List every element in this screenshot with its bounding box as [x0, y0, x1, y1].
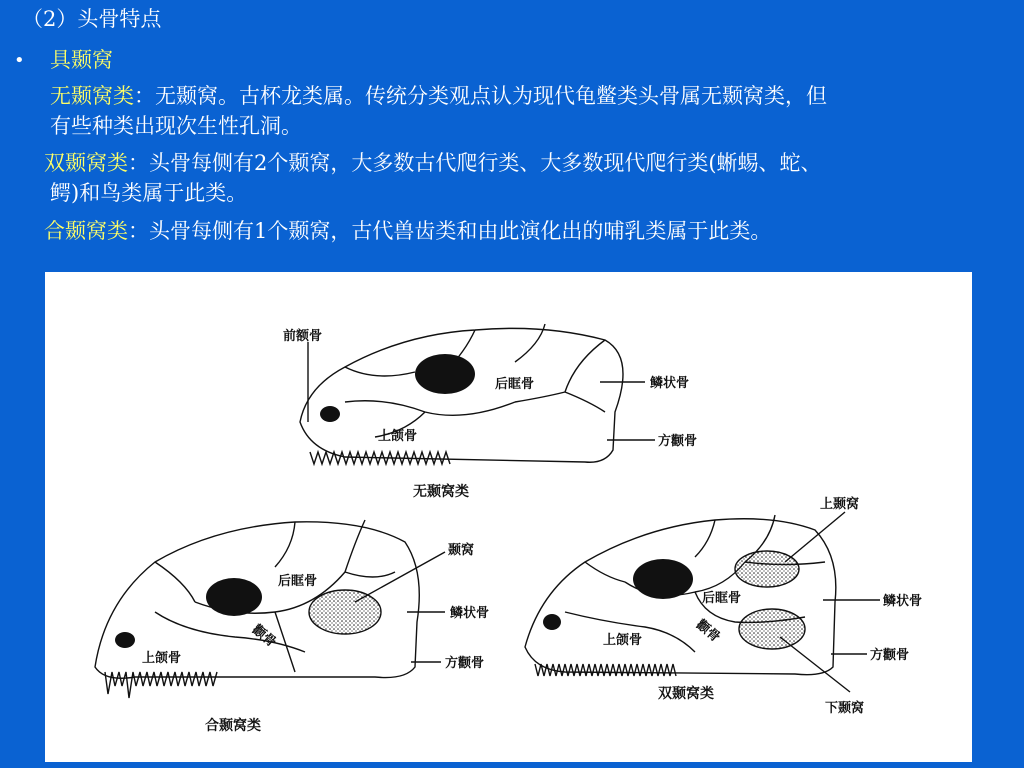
bullet-heading: 具颞窝: [50, 48, 113, 72]
label-squamosal-left: 鳞状骨: [450, 606, 490, 621]
synapsid-colon: ：: [128, 219, 149, 243]
synapsid-line1: [44, 216, 771, 246]
label-lower-fossa: 下颞窝: [825, 701, 865, 716]
anapsid-term: 无颞窝类: [50, 84, 134, 108]
synapsid-skull: [95, 520, 489, 734]
label-prefrontal: 前额骨: [283, 329, 323, 344]
diapsid-colon: ：: [128, 151, 149, 175]
synapsid-nostril: [115, 632, 135, 648]
skull-diagram: [45, 272, 972, 762]
diapsid-nostril: [543, 614, 561, 630]
label-jugal-right: 颧骨: [693, 617, 723, 646]
synapsid-orbit: [206, 578, 262, 616]
anapsid-text1: 无颞窝。古杯龙类属。传统分类观点认为现代龟鳖类头骨属无颞窝类，但: [155, 84, 827, 108]
synapsid-text1: 头骨每侧有1个颞窝，古代兽齿类和由此演化出的哺乳类属于此类。: [149, 219, 772, 243]
diapsid-line1: [44, 148, 822, 178]
diapsid-upper-fossa: [735, 551, 799, 587]
synapsid-term: 合颞窝类: [44, 219, 128, 243]
anapsid-orbit: [415, 354, 475, 394]
label-jugal-left: 颧骨: [249, 622, 279, 651]
bullet-marker: •: [14, 50, 25, 71]
label-temporal-fossa: 颞窝: [448, 543, 475, 558]
diapsid-orbit: [633, 559, 693, 599]
caption-synapsid: 合颞窝类: [205, 718, 261, 734]
label-quadratojugal-right: 方颧骨: [870, 648, 910, 663]
label-squamosal-right: 鳞状骨: [883, 594, 923, 609]
label-maxilla-left: 上颌骨: [142, 651, 182, 666]
diapsid-text1: 头骨每侧有2个颞窝，大多数古代爬行类、大多数现代爬行类(蜥蜴、蛇、: [149, 151, 822, 175]
anapsid-line2: 有些种类出现次生性孔洞。: [50, 114, 302, 138]
label-upper-fossa: 上颞窝: [820, 497, 860, 512]
label-postorbital-right: 后眶骨: [702, 591, 742, 606]
diapsid-lower-fossa: [739, 609, 805, 649]
anapsid-line1: [50, 81, 827, 111]
anapsid-skull: [283, 324, 697, 500]
label-maxilla-right: 上颌骨: [603, 633, 643, 648]
anapsid-nostril: [320, 406, 340, 422]
diapsid-skull: [525, 496, 922, 716]
section-title: （2）头骨特点: [22, 7, 162, 31]
diapsid-term: 双颞窝类: [44, 151, 128, 175]
label-postorbital-top: 后眶骨: [495, 377, 535, 392]
label-quadratojugal-left: 方颧骨: [445, 656, 485, 671]
synapsid-fossa: [309, 590, 381, 634]
label-postorbital-left: 后眶骨: [278, 574, 318, 589]
anapsid-colon: ：: [134, 84, 155, 108]
caption-anapsid: 无颞窝类: [413, 484, 469, 500]
label-squamosal-top: 鳞状骨: [650, 376, 690, 391]
diapsid-line2: 鳄)和鸟类属于此类。: [50, 181, 248, 205]
caption-diapsid: 双颞窝类: [658, 686, 714, 702]
label-quadratojugal-top: 方颧骨: [658, 434, 698, 449]
label-maxilla-top: 上颌骨: [378, 429, 418, 444]
